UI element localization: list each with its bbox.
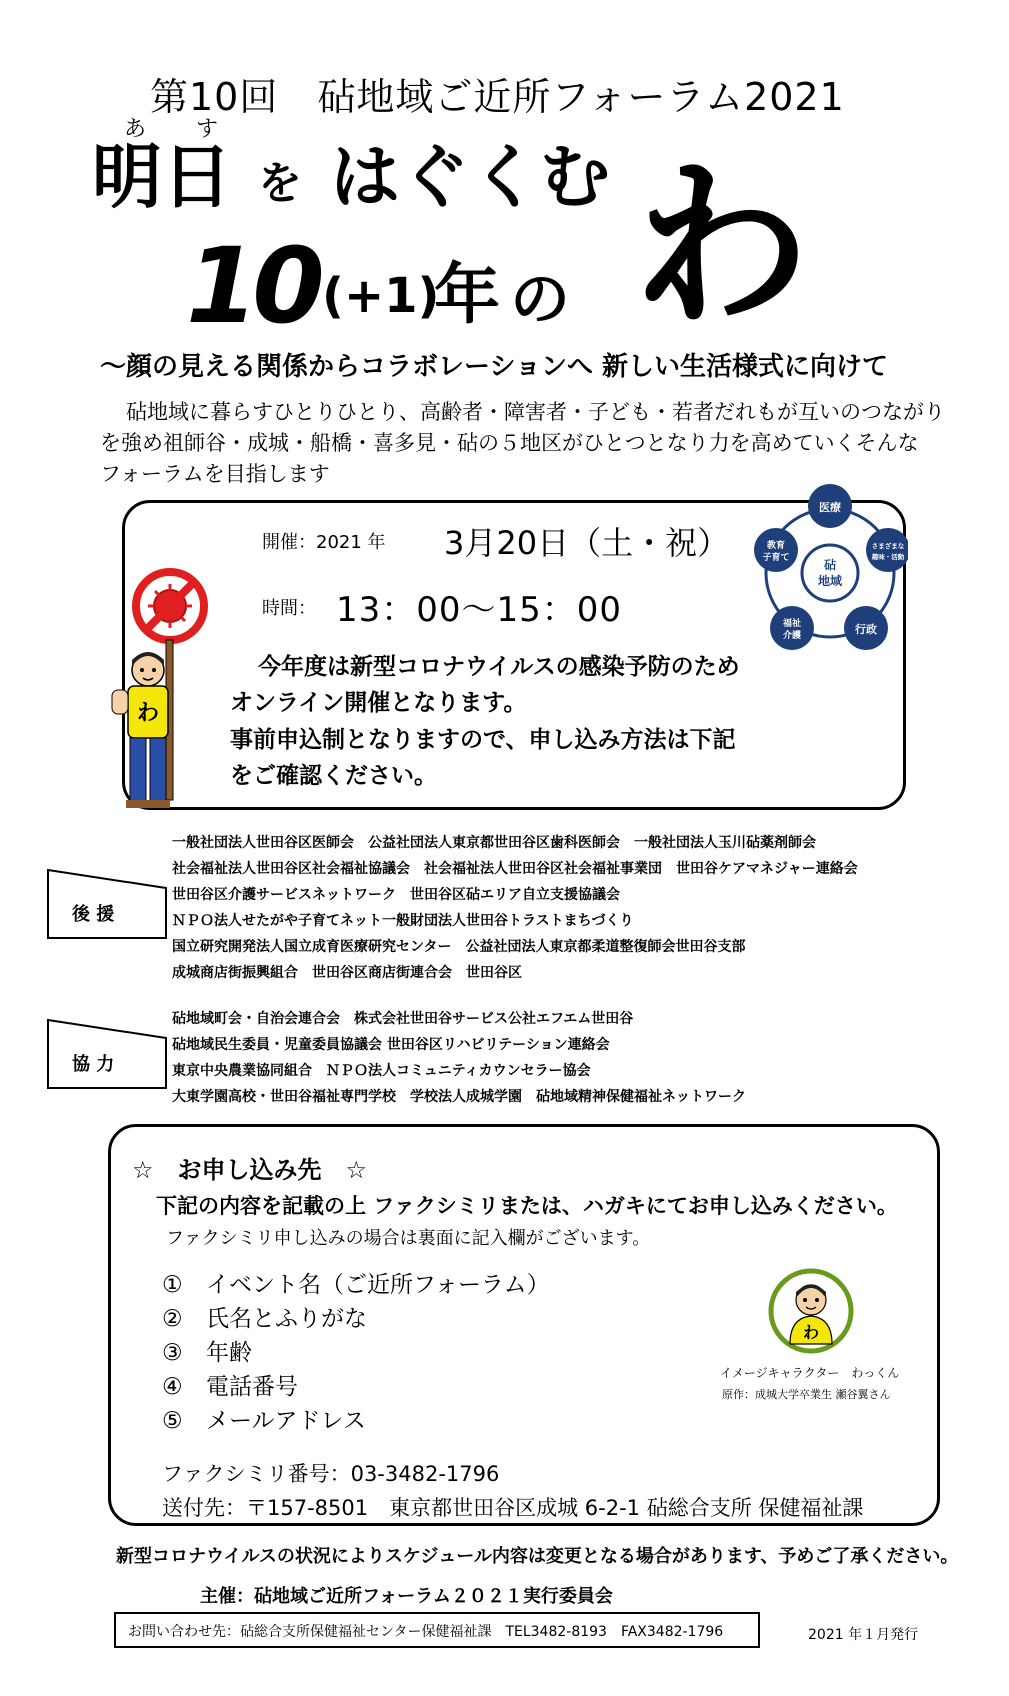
time-label: 時間： <box>262 598 316 619</box>
mascot-portrait <box>768 1268 854 1354</box>
fax-number: ファクシミリ番号：03-3482-1796 <box>162 1462 500 1486</box>
apply-item-4-mark: ④ <box>162 1374 183 1400</box>
mascot-portrait-letter: わ <box>802 1323 820 1342</box>
mascot-caption: イメージキャラクター わっくん <box>720 1366 900 1380</box>
cooperation-line-2: 砧地域民生委員・児童委員協議会 世田谷区リハビリテーション連絡会 <box>172 1037 610 1053</box>
time-value: 13：00～15：00 <box>336 590 623 630</box>
diagram-center-line-2: 地域 <box>817 574 843 588</box>
ruby-a: あ <box>124 117 147 142</box>
apply-item-2-text: 氏名とふりがな <box>206 1306 367 1332</box>
cooperation-label: 協 力 <box>72 1054 115 1075</box>
diagram-node-education-line-2: 子育て <box>762 553 790 563</box>
intro-line-3: フォーラムを目指します <box>100 462 330 486</box>
support-line-2: 社会福祉法人世田谷区社会福祉協議会 社会福祉法人世田谷区社会福祉事業団 世田谷ケアマネジャー連絡会 <box>172 861 858 877</box>
apply-item-5 <box>162 1402 366 1435</box>
community-diagram <box>752 478 908 664</box>
diagram-node-welfare-line-2: 介護 <box>782 631 802 641</box>
apply-item-3-text: 年齢 <box>206 1340 252 1366</box>
diagram-center-line-1: 砧 <box>823 558 837 572</box>
title-no: の <box>510 265 570 335</box>
support-line-5: 国立研究開発法人国立成育医療研究センター 公益社団法人東京都柔道整復師会世田谷支部 <box>172 939 746 955</box>
schedule-warning: 新型コロナウイルスの状況によりスケジュール内容は変更となる場合があります、予めご了承ください。 <box>116 1546 959 1567</box>
apply-heading: ☆ お申し込み先 ☆ <box>132 1156 368 1184</box>
apply-note: ファクシミリ申し込みの場合は裏面に記入欄がございます。 <box>166 1228 651 1249</box>
notice-line-4: をご確認ください。 <box>230 763 437 789</box>
support-label: 後 援 <box>72 904 115 925</box>
title-num: 10 <box>186 225 319 347</box>
apply-item-1-text: イベント名（ご近所フォーラム） <box>206 1272 550 1298</box>
intro-line-1: 砧地域に暮らすひとりひとり、高齢者・障害者・子ども・若者だれもが互いのつながり <box>126 400 945 424</box>
support-line-1: 一般社団法人世田谷区医師会 公益社団法人東京都世田谷区歯科医師会 一般社団法人玉川砧薬剤師会 <box>172 835 816 851</box>
mascot-credit: 原作：成城大学卒業生 瀬谷翼さん <box>722 1388 891 1401</box>
diagram-node-admin-label: 行政 <box>855 623 877 636</box>
apply-item-5-mark: ⑤ <box>162 1408 183 1434</box>
support-line-6: 成城商店街振興組合 世田谷区商店街連合会 世田谷区 <box>172 965 522 981</box>
apply-item-2-mark: ② <box>162 1306 183 1332</box>
title-asu: 明日 <box>92 136 232 218</box>
date-label: 開催：2021 年 <box>262 532 386 553</box>
diagram-node-hobby-line-1: さまざまな <box>871 542 905 550</box>
notice-line-3: 事前申込制となりますので、申し込み方法は下記 <box>230 727 736 753</box>
issue-date: 2021 年１月発行 <box>808 1627 919 1643</box>
diagram-node-welfare-line-1: 福祉 <box>782 619 802 629</box>
title-nen: 年 <box>434 256 500 333</box>
notice-line-1: 今年度は新型コロナウイルスの感染予防のため <box>258 654 740 680</box>
apply-item-2 <box>162 1300 367 1333</box>
mascot-letter: わ <box>136 701 160 726</box>
date-value: 3月20日（土・祝） <box>444 524 730 562</box>
apply-item-5-text: メールアドレス <box>206 1408 366 1434</box>
diagram-node-education-line-1: 教育 <box>766 541 786 551</box>
apply-item-3 <box>162 1334 252 1367</box>
diagram-node-hobby <box>866 528 908 572</box>
title-wo: を <box>258 158 302 209</box>
support-line-4: ＮＰＯ法人せたがや子育てネット一般財団法人世田谷トラストまちづくり <box>172 913 634 929</box>
diagram-node-hobby-line-2: 趣味・活動 <box>871 553 905 561</box>
apply-item-1-mark: ① <box>162 1272 183 1298</box>
diagram-center-node <box>802 545 858 601</box>
title-hagukumu: はぐくむ <box>330 136 610 218</box>
inquiry-box: お問い合わせ先：砧総合支所保健福祉センター保健福祉課 TEL3482-8193 FAX3482-1796 <box>114 1612 760 1648</box>
title-plus: (+1) <box>322 268 440 324</box>
diagram-node-medical-label: 医療 <box>819 501 841 514</box>
cooperation-line-4: 大東学園高校・世田谷福祉専門学校 学校法人成城学園 砧地域精神保健福祉ネットワーク <box>172 1089 746 1105</box>
intro-line-2: を強め祖師谷・成城・船橋・喜多見・砧の５地区がひとつとなり力を高めていくそんな <box>100 431 919 455</box>
mascot-sign-illustration <box>110 566 210 816</box>
apply-instruction: 下記の内容を記載の上 ファクシミリまたは、ハガキにてお申し込みください。 <box>156 1194 898 1218</box>
apply-item-4 <box>162 1368 298 1401</box>
cooperation-line-1: 砧地域町会・自治会連合会 株式会社世田谷サービス公社エフエム世田谷 <box>172 1011 634 1027</box>
apply-item-4-text: 電話番号 <box>206 1374 298 1400</box>
postal-address: 送付先：〒157-8501 東京都世田谷区成城 6-2-1 砧総合支所 保健福祉課 <box>162 1496 864 1520</box>
apply-item-3-mark: ③ <box>162 1340 183 1366</box>
support-line-3: 世田谷区介護サービスネットワーク 世田谷区砧エリア自立支援協議会 <box>172 887 620 903</box>
series-title: 第10回 砧地域ご近所フォーラム2021 <box>150 75 845 119</box>
ruby-su: す <box>196 117 219 142</box>
notice-line-2: オンライン開催となります。 <box>230 690 527 716</box>
host-organizer: 主催：砧地域ご近所フォーラム２０２１実行委員会 <box>200 1586 613 1607</box>
apply-item-1 <box>162 1266 550 1299</box>
subtitle: ～顔の見える関係からコラボレーションへ 新しい生活様式に向けて <box>100 352 889 382</box>
title-wa: わ <box>632 143 810 350</box>
cooperation-line-3: 東京中央農業協同組合 ＮＰＯ法人コミュニティカウンセラー協会 <box>172 1063 591 1079</box>
